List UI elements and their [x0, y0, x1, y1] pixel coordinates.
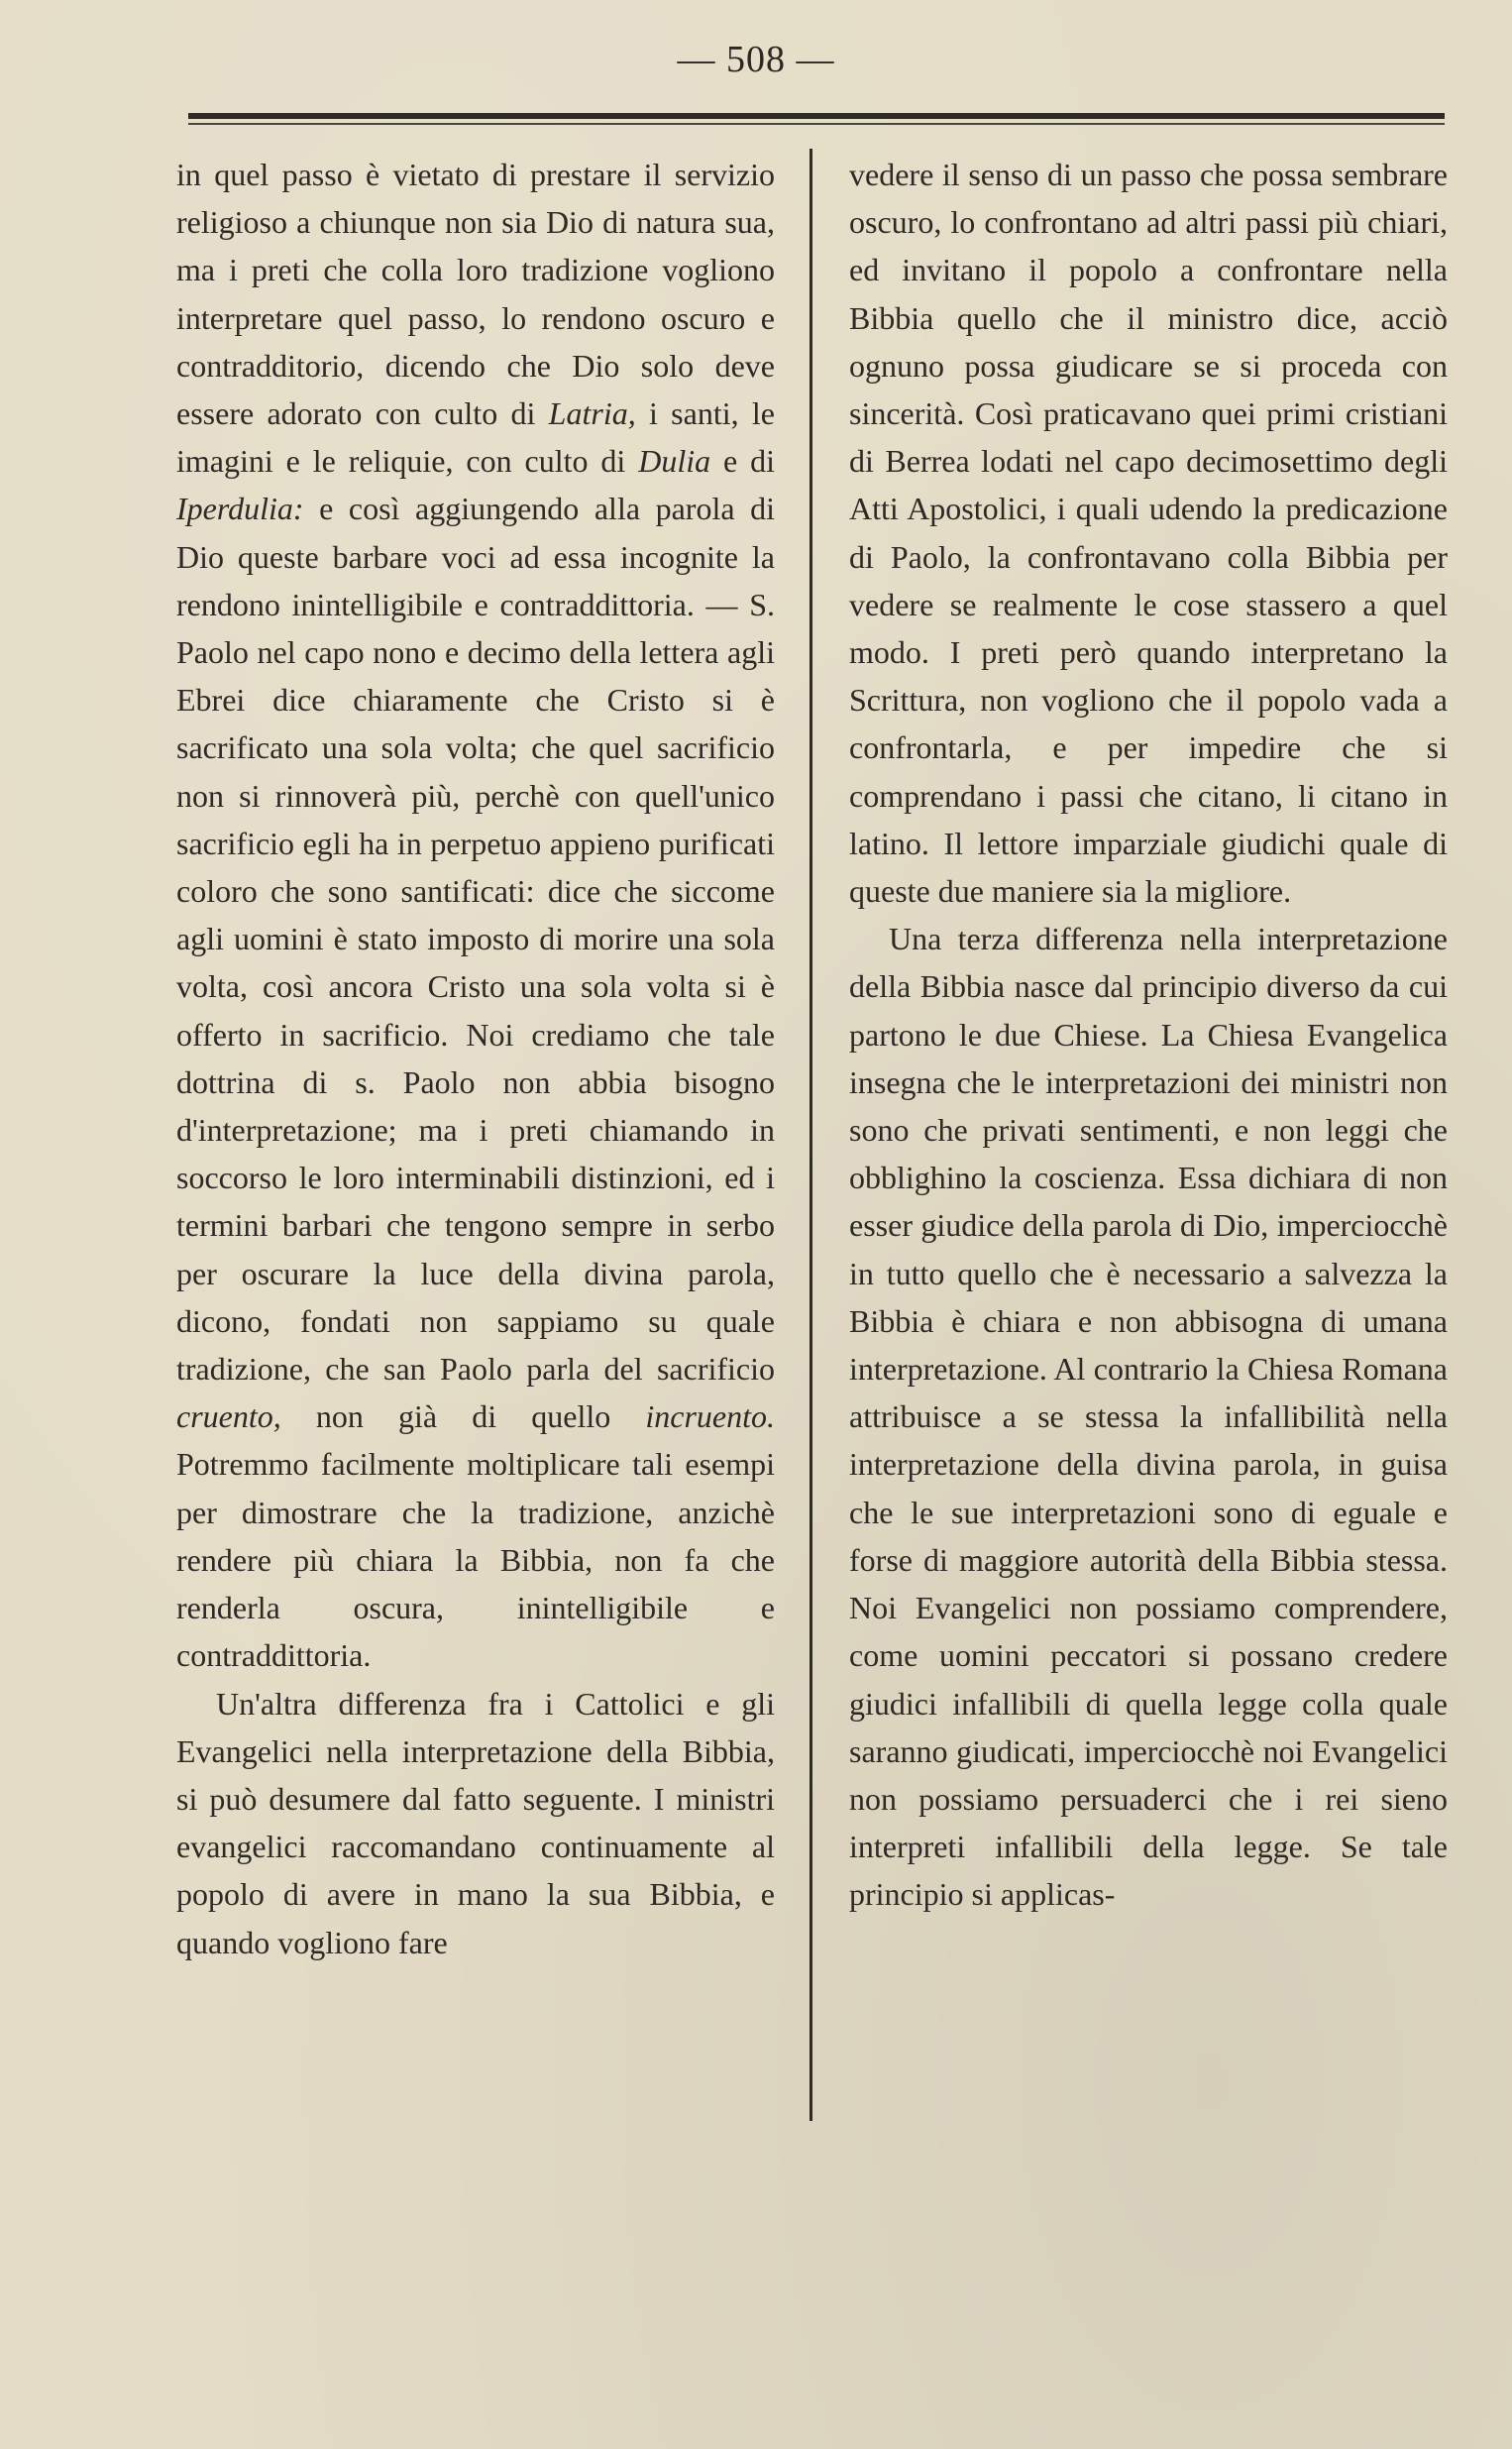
text-run: in quel passo è vietato di prestare il servizio religioso a chiunque non sia Dio di natura sua, ma i preti che colla loro tradizione vogliono interpretare quel passo, lo rendono oscuro e contradditorio, dicendo che Dio solo deve essere adorato con culto di	[176, 157, 775, 432]
column-divider	[810, 149, 812, 2121]
italic-term-dulia: Dulia	[638, 443, 711, 480]
text-run: e così aggiungendo alla parola di Dio queste barbare voci ad essa incognite la rendono inintelligibile e contraddittoria. — S. Paolo nel capo nono e decimo della lettera agli Ebrei dice chiaramente che Cristo si è sacrificato una sola volta; che quel sacrificio non si rinnoverà più, perchè con quell'unico sacrificio egli ha in perpetuo appieno purificati coloro che sono santificati: dice che siccome agli uomini è stato imposto di morire una sola volta, così ancora Cristo una sola volta si è offerto in sacrificio. Noi crediamo che tale dottrina di s. Paolo non abbia bisogno d'interpretazione; ma i preti chiamando in soccorso le loro interminabili distinzioni, ed i termini barbari che tengono sempre in serbo per oscurare la luce della divina parola, dicono, fondati non sappiamo su quale tradizione, che san Paolo parla del sacrificio	[176, 491, 775, 1388]
italic-term-latria: Latria,	[548, 395, 636, 432]
italic-term-cruento: cruento,	[176, 1398, 281, 1435]
italic-term-iperdulia: Iperdulia:	[176, 491, 304, 527]
header-rule	[188, 113, 1445, 119]
right-paragraph-1: vedere il senso di un passo che possa sembrare oscuro, lo confrontano ad altri passi più chiari, ed invitano il popolo a confrontare nella Bibbia quello che il ministro dice, acciò ognuno possa giudicare se si proceda con sincerità. Così praticavano quei primi cristiani di Berrea lodati nel capo decimosettimo degli Atti Apostolici, i quali udendo la predicazione di Paolo, la confrontavano colla Bibbia per vedere se realmente le cose stassero a quel modo. I preti però quando interpretano la Scrittura, non vogliono che il popolo vada a confrontarla, e per impedire che si comprendano i passi che citano, li citano in latino. Il lettore imparziale giudichi quale di queste due maniere sia la migliore.	[849, 157, 1448, 910]
right-paragraph-2: Una terza differenza nella interpretazione della Bibbia nasce dal principio diverso da cui partono le due Chiese. La Chiesa Evangelica insegna che le interpretazioni dei ministri non sono che privati sentimenti, e non leggi che obblighino la coscienza. Essa dichiara di non esser giudice della parola di Dio, imperciocchè in tutto quello che è necessario a salvezza la Bibbia è chiara e non abbisogna di umana interpretazione. Al contrario la Chiesa Romana attribuisce a se stessa la infallibilità nella interpretazione della divina parola, in guisa che le sue interpretazioni sono di eguale e forse di maggiore autorità della Bibbia stessa. Noi Evangelici non possiamo comprendere, come uomini peccatori si possano credere giudici infallibili di quella legge colla quale saranno giudicati, imperciocchè noi Evangelici non possiamo persuaderci che i rei sieno interpreti infallibili della legge. Se tale principio si applicas-	[849, 921, 1448, 1913]
left-paragraph-2: Un'altra differenza fra i Cattolici e gli Evangelici nella interpretazione della Bibbia, si può desumere dal fatto seguente. I ministri evangelici raccomandano continuamente al popolo di avere in mano la sua Bibbia, e quando vogliono fare	[176, 1685, 775, 1960]
text-run: i santi, le imagini e le reliquie, con culto di	[176, 395, 776, 480]
right-column	[849, 151, 1448, 1919]
page-number: — 508 —	[677, 39, 835, 80]
left-column	[176, 151, 775, 1966]
italic-term-incruento: incruento.	[645, 1398, 775, 1435]
header-rule-thin	[188, 123, 1445, 125]
text-run: e di	[710, 443, 776, 480]
text-run: non già di quello	[280, 1398, 646, 1435]
text-run: Potremmo facilmente moltiplicare tali esempi per dimostrare che la tradizione, anzichè rendere più chiara la Bibbia, non fa che renderla oscura, inintelligibile e contraddittoria.	[176, 1446, 775, 1674]
left-paragraph-1	[176, 151, 775, 1680]
